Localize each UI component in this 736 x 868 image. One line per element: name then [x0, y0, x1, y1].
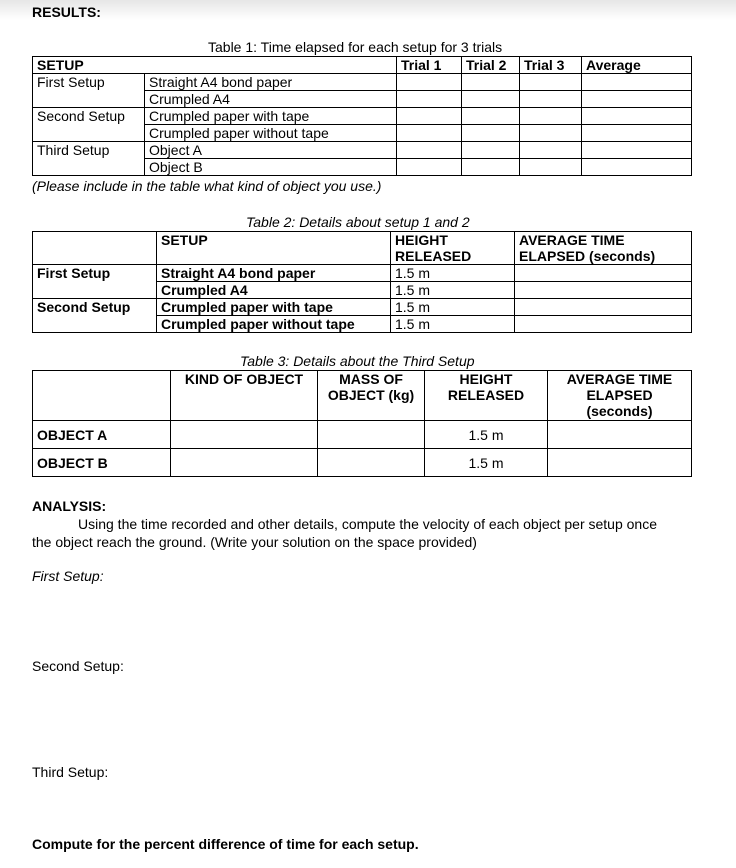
table1-note: (Please include in the table what kind of object you use.) [32, 178, 382, 194]
table2-height: 1.5 m [391, 265, 515, 282]
table3-avg-cell[interactable] [548, 449, 692, 477]
table2-header-avg-time: AVERAGE TIME ELAPSED (seconds) [515, 232, 692, 265]
table3-header-mass: MASS OF OBJECT (kg) [318, 371, 425, 421]
table1-cell[interactable] [582, 91, 692, 108]
table3-caption: Table 3: Details about the Third Setup [240, 353, 475, 369]
table3 [32, 370, 692, 477]
table2 [32, 231, 692, 333]
table1 [32, 56, 692, 176]
analysis-instructions-line1: Using the time recorded and other details, compute the velocity of each object per setup once [78, 516, 658, 532]
table1-header-trial1: Trial 1 [397, 57, 462, 74]
top-shade [0, 0, 736, 20]
table1-cell[interactable] [397, 91, 462, 108]
table2-avg-cell[interactable] [515, 316, 692, 333]
table2-caption: Table 2: Details about setup 1 and 2 [246, 214, 470, 230]
table2-height: 1.5 m [391, 282, 515, 299]
table1-item: Object A [145, 142, 397, 159]
table1-cell[interactable] [462, 142, 520, 159]
table1-item: Crumpled A4 [145, 91, 397, 108]
table1-cell[interactable] [520, 74, 582, 91]
table1-cell[interactable] [397, 125, 462, 142]
table1-caption: Table 1: Time elapsed for each setup for 3 trials [208, 39, 503, 55]
table1-cell[interactable] [462, 108, 520, 125]
table1-cell[interactable] [520, 91, 582, 108]
table3-object-b: OBJECT B [33, 449, 171, 477]
table2-group-first: First Setup [33, 265, 157, 299]
table1-cell[interactable] [462, 125, 520, 142]
table-row [33, 74, 692, 91]
table-row [33, 142, 692, 159]
table3-mass-cell[interactable] [318, 449, 425, 477]
percent-difference-prompt: Compute for the percent difference of time for each setup. [32, 836, 419, 852]
table-row [33, 108, 692, 125]
third-setup-label: Third Setup: [32, 764, 109, 780]
table3-object-a: OBJECT A [33, 421, 171, 449]
table1-item: Crumpled paper without tape [145, 125, 397, 142]
table2-height: 1.5 m [391, 316, 515, 333]
table2-avg-cell[interactable] [515, 299, 692, 316]
table-row [33, 299, 692, 316]
table1-item: Straight A4 bond paper [145, 74, 397, 91]
table2-setup: Crumpled paper without tape [157, 316, 391, 333]
table1-cell[interactable] [520, 125, 582, 142]
table1-cell[interactable] [582, 142, 692, 159]
table1-cell[interactable] [520, 108, 582, 125]
table3-kind-cell[interactable] [171, 449, 318, 477]
table2-avg-cell[interactable] [515, 282, 692, 299]
table2-header-setup: SETUP [157, 232, 391, 265]
table1-group-third: Third Setup [33, 142, 145, 176]
table2-header-empty [33, 232, 157, 265]
table1-cell[interactable] [462, 91, 520, 108]
table2-group-second: Second Setup [33, 299, 157, 333]
table-row [33, 421, 692, 449]
table1-cell[interactable] [397, 159, 462, 176]
table2-setup: Straight A4 bond paper [157, 265, 391, 282]
table3-header-empty [33, 371, 171, 421]
analysis-heading: ANALYSIS: [32, 498, 107, 514]
second-setup-label: Second Setup: [32, 658, 124, 674]
table1-cell[interactable] [582, 125, 692, 142]
table1-cell[interactable] [397, 74, 462, 91]
table1-header-trial2: Trial 2 [462, 57, 520, 74]
table1-cell[interactable] [582, 74, 692, 91]
table1-cell[interactable] [397, 142, 462, 159]
table-row [33, 265, 692, 282]
table3-kind-cell[interactable] [171, 421, 318, 449]
table1-item: Crumpled paper with tape [145, 108, 397, 125]
table1-header-average: Average [582, 57, 692, 74]
table3-header-height: HEIGHT RELEASED [425, 371, 548, 421]
table2-header-height: HEIGHT RELEASED [391, 232, 515, 265]
table1-cell[interactable] [520, 142, 582, 159]
results-heading: RESULTS: [32, 4, 101, 20]
table1-header-setup: SETUP [33, 57, 397, 74]
table1-cell[interactable] [582, 108, 692, 125]
analysis-instructions-line2: the object reach the ground. (Write your solution on the space provided) [32, 534, 477, 550]
table2-setup: Crumpled A4 [157, 282, 391, 299]
table1-cell[interactable] [520, 159, 582, 176]
table2-height: 1.5 m [391, 299, 515, 316]
table3-header-avg-time: AVERAGE TIME ELAPSED (seconds) [548, 371, 692, 421]
table3-mass-cell[interactable] [318, 421, 425, 449]
table1-group-first: First Setup [33, 74, 145, 108]
table3-avg-cell[interactable] [548, 421, 692, 449]
table-row [33, 449, 692, 477]
table3-height: 1.5 m [425, 421, 548, 449]
table3-header-kind: KIND OF OBJECT [171, 371, 318, 421]
table1-cell[interactable] [462, 74, 520, 91]
table1-header-trial3: Trial 3 [520, 57, 582, 74]
table1-item: Object B [145, 159, 397, 176]
table1-cell[interactable] [462, 159, 520, 176]
table1-cell[interactable] [397, 108, 462, 125]
table2-setup: Crumpled paper with tape [157, 299, 391, 316]
table3-height: 1.5 m [425, 449, 548, 477]
table1-group-second: Second Setup [33, 108, 145, 142]
table2-avg-cell[interactable] [515, 265, 692, 282]
first-setup-label: First Setup: [32, 568, 104, 584]
table1-cell[interactable] [582, 159, 692, 176]
